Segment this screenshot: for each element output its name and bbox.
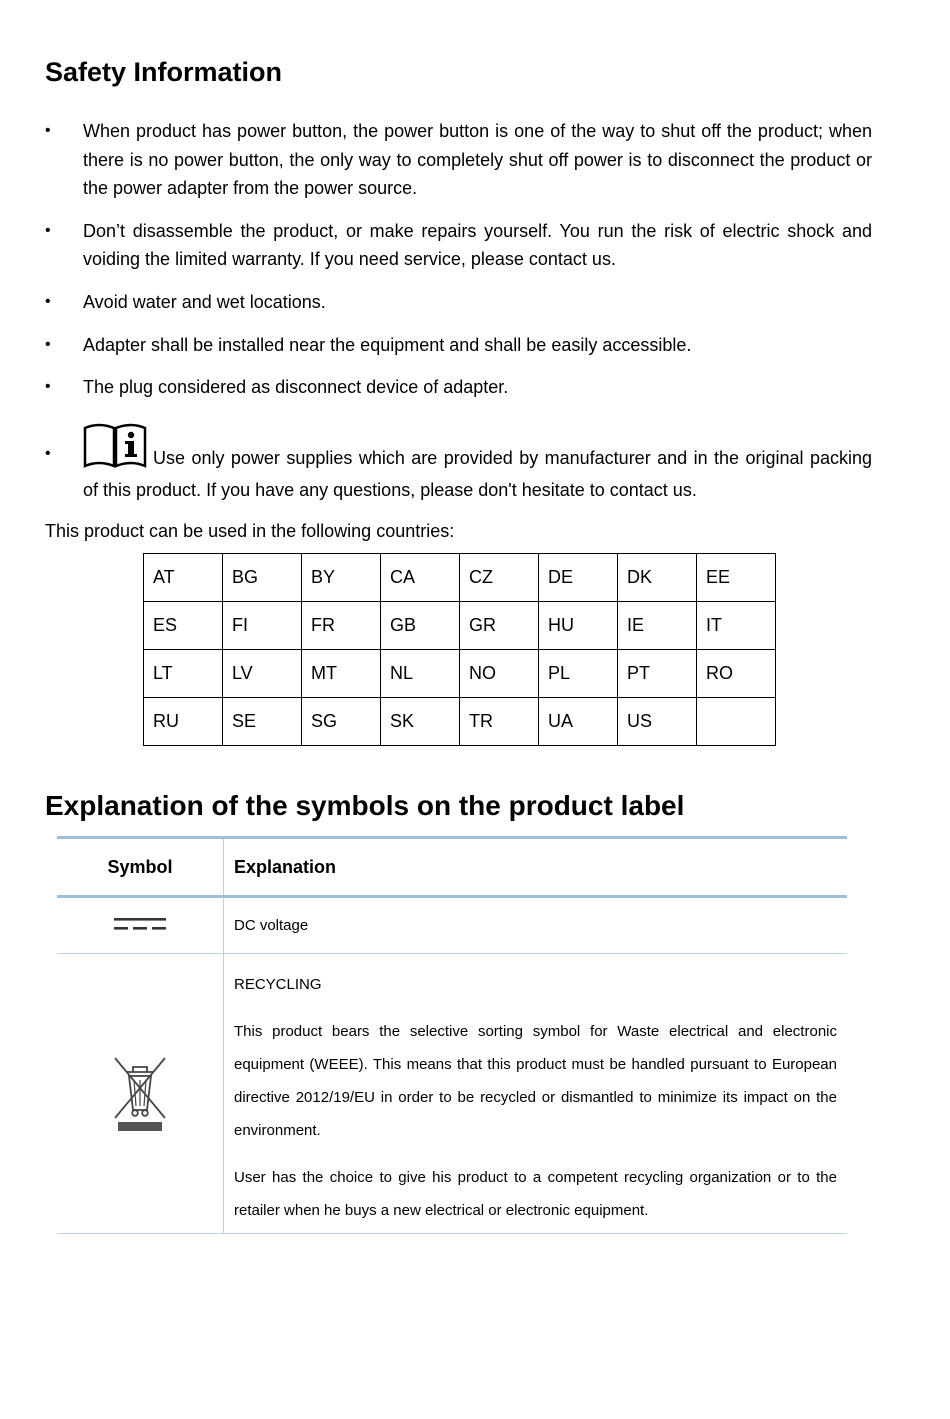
safety-item (45, 373, 872, 402)
symbols-title: Explanation of the symbols on the product label (45, 790, 685, 821)
country-cell: FI (223, 602, 302, 650)
country-cell: FR (302, 602, 381, 650)
country-cell: LT (144, 650, 223, 698)
dc-voltage-text: DC voltage (234, 917, 309, 934)
country-cell: IT (697, 602, 776, 650)
symbol-cell (57, 954, 224, 1234)
country-cell: MT (302, 650, 381, 698)
symbols-table (57, 836, 847, 1234)
safety-item (45, 217, 872, 274)
bullet: • (45, 221, 51, 239)
country-cell: CA (381, 554, 460, 602)
table-header-row (57, 838, 847, 897)
bullet: • (45, 444, 51, 462)
table-row (144, 602, 776, 650)
country-cell: PT (618, 650, 697, 698)
weee-crossed-bin-icon (112, 1119, 168, 1136)
country-cell: UA (539, 698, 618, 746)
country-cell: SK (381, 698, 460, 746)
header-symbol: Symbol (57, 838, 224, 897)
country-cell (697, 698, 776, 746)
table-row (57, 954, 847, 1234)
country-cell: PL (539, 650, 618, 698)
country-cell: GB (381, 602, 460, 650)
recycling-title: RECYCLING (234, 976, 322, 993)
country-cell: CZ (460, 554, 539, 602)
country-cell: RU (144, 698, 223, 746)
bullet: • (45, 122, 51, 139)
safety-item (45, 117, 872, 203)
country-cell: NL (381, 650, 460, 698)
country-cell: RO (697, 650, 776, 698)
dc-voltage-icon (112, 920, 168, 937)
country-cell: EE (697, 554, 776, 602)
country-cell: IE (618, 602, 697, 650)
country-cell: SG (302, 698, 381, 746)
country-cell: US (618, 698, 697, 746)
bullet: • (45, 335, 51, 353)
country-cell: DK (618, 554, 697, 602)
safety-item (45, 288, 872, 317)
header-explanation: Explanation (224, 838, 848, 897)
country-cell: HU (539, 602, 618, 650)
safety-item-text: Use only power supplies which are provided by manufacturer and in the original packing of this product. If you have any questions, please don't hesitate to contact us. (83, 447, 872, 501)
bullet: • (45, 292, 51, 310)
explanation-cell (224, 897, 848, 954)
read-manual-icon (83, 422, 147, 477)
country-cell: LV (223, 650, 302, 698)
country-cell: AT (144, 554, 223, 602)
countries-table (143, 553, 776, 746)
safety-item-text: Adapter shall be installed near the equipment and shall be easily accessible. (83, 334, 692, 355)
bullet: • (45, 378, 51, 396)
countries-intro: This product can be used in the following countries: (45, 521, 455, 541)
safety-item-text: The plug considered as disconnect device of adapter. (83, 377, 509, 398)
country-cell: BG (223, 554, 302, 602)
recycling-paragraph: User has the choice to give his product to a competent recycling organization or to the retailer when he buys a new electrical or electronic equipment. (234, 1169, 837, 1219)
safety-title: Safety Information (45, 57, 283, 87)
country-cell: TR (460, 698, 539, 746)
safety-list (45, 117, 872, 519)
country-cell: NO (460, 650, 539, 698)
recycling-paragraph: This product bears the selective sorting symbol for Waste electrical and electronic equipment (WEEE). This means that this product must be handled pursuant to European directive 2012/19/EU in order to be recycled or dismantled to minimize its impact on the environment. (234, 1023, 837, 1139)
safety-item (45, 331, 872, 360)
safety-item (45, 422, 872, 505)
country-cell: DE (539, 554, 618, 602)
table-row (57, 897, 847, 954)
table-row (144, 650, 776, 698)
table-row (144, 554, 776, 602)
country-cell: GR (460, 602, 539, 650)
safety-item-text: When product has power button, the power button is one of the way to shut off the product; when there is no power button, the only way to completely shut off power is to disconnect the product or the power adapter from the power source. (83, 121, 872, 199)
country-cell: SE (223, 698, 302, 746)
country-cell: BY (302, 554, 381, 602)
symbol-cell (57, 897, 224, 954)
explanation-cell (224, 954, 848, 1234)
table-row (144, 698, 776, 746)
safety-item-text: Don’t disassemble the product, or make repairs yourself. You run the risk of electric shock and voiding the limited warranty. If you need service, please contact us. (83, 220, 872, 270)
safety-item-text: Avoid water and wet locations. (83, 291, 326, 312)
country-cell: ES (144, 602, 223, 650)
